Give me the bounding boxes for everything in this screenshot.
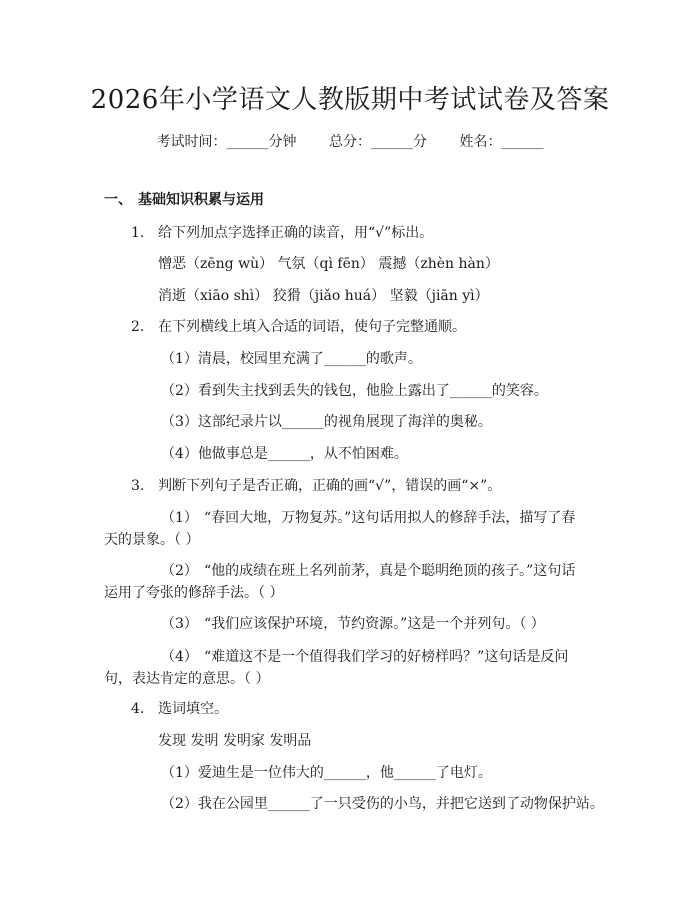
- judge-item: [104, 507, 584, 551]
- fill-blank-item: （2）我在公园里______了一只受伤的小鸟，并把它送到了动物保护站。: [161, 796, 604, 812]
- pinyin-row-2: 消逝（xiāo shì） 狡猾（jiǎo huá） 坚毅（jiān yì）: [158, 288, 489, 304]
- section-label: 基础知识积累与运用: [138, 192, 264, 208]
- exam-info-row: [0, 132, 700, 152]
- question-text: 在下列横线上填入合适的词语，使句子完整通顺。: [158, 319, 466, 335]
- section-heading: [104, 190, 264, 210]
- question-1: [131, 223, 433, 243]
- section-number: 一、: [104, 192, 132, 208]
- item-text: “春回大地，万物复苏。”这句话用拟人的修辞手法，描写了春天的景象。（ ）: [104, 510, 576, 548]
- question-2: [131, 317, 466, 337]
- question-3: [131, 476, 501, 496]
- question-number: 4.: [131, 701, 145, 717]
- judge-item: [104, 646, 584, 690]
- fill-blank-item: （2）看到失主找到丢失的钱包，他脸上露出了______的笑容。: [161, 383, 548, 399]
- exam-time-field: 考试时间：______分钟: [156, 134, 297, 150]
- item-text: “我们应该保护环境，节约资源。”这是一个并列句。（ ）: [204, 616, 545, 632]
- fill-blank-item: （1）爱迪生是一位伟大的______，他______了电灯。: [161, 765, 492, 781]
- fill-blank-item: （4）他做事总是______，从不怕困难。: [161, 446, 408, 462]
- page-title: 2026年小学语文人教版期中考试试卷及答案: [90, 85, 610, 115]
- question-text: 判断下列句子是否正确，正确的画“√”，错误的画“×”。: [158, 478, 502, 494]
- total-score-field: 总分：______分: [329, 134, 427, 150]
- question-text: 给下列加点字选择正确的读音，用“√”标出。: [158, 225, 434, 241]
- item-text: “他的成绩在班上名列前茅，真是个聪明绝顶的孩子。”这句话运用了夸张的修辞手法。（ ）: [104, 563, 576, 601]
- question-number: 2.: [131, 319, 145, 335]
- question-4: [131, 699, 228, 719]
- judge-item: [104, 613, 584, 635]
- question-number: 3.: [131, 478, 145, 494]
- item-number: （2）: [161, 563, 198, 579]
- question-text: 选词填空。: [158, 701, 228, 717]
- fill-blank-item: （3）这部纪录片以______的视角展现了海洋的奥秘。: [161, 414, 492, 430]
- item-number: （1）: [161, 510, 198, 526]
- fill-blank-item: （1）清晨，校园里充满了______的歌声。: [161, 351, 422, 367]
- item-number: （3）: [161, 616, 198, 632]
- question-number: 1.: [131, 225, 145, 241]
- word-bank: 发现 发明 发明家 发明品: [158, 733, 312, 749]
- item-number: （4）: [161, 649, 198, 665]
- item-text: “难道这不是一个值得我们学习的好榜样吗？”这句话是反问句，表达肯定的意思。（ ）: [104, 649, 569, 687]
- pinyin-row-1: 憎恶（zēng wù） 气氛（qì fēn） 震撼（zhèn hàn）: [158, 256, 499, 272]
- judge-item: [104, 560, 584, 604]
- student-name-field: 姓名：______: [459, 134, 544, 150]
